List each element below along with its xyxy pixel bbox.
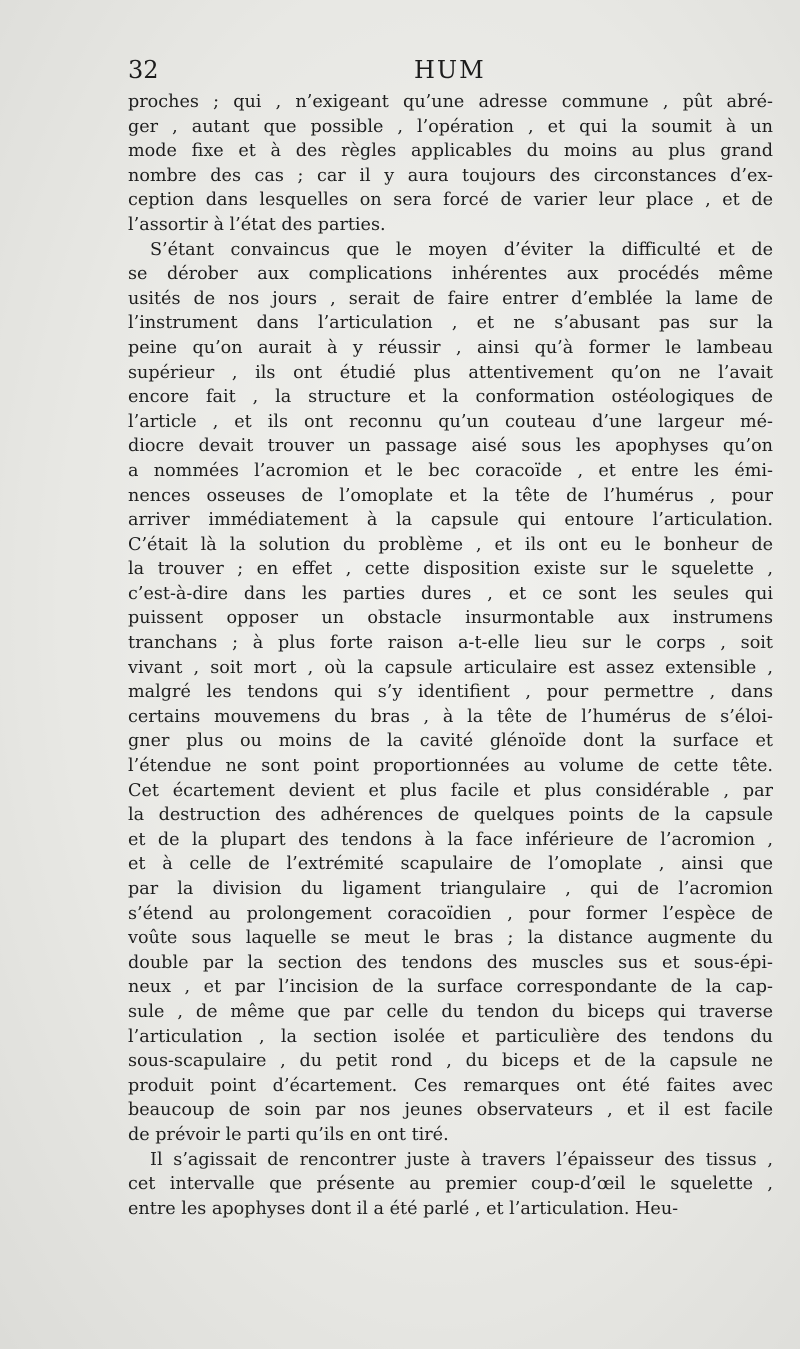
text-line: diocre devait trouver un passage aisé sous les apophyses qu’on — [128, 436, 773, 457]
text-line: de prévoir le parti qu’ils en ont tiré. — [128, 1124, 449, 1145]
text-line: l’étendue ne sont point proportionnées au volume de cette tête. — [128, 756, 773, 777]
text-line: c’est-à-dire dans les parties dures , et ce sont les seules qui — [128, 583, 773, 604]
text-line: l’article , et ils ont reconnu qu’un couteau d’une largeur mé- — [128, 411, 773, 432]
text-line: ception dans lesquelles on sera forcé de varier leur place , et de — [128, 190, 773, 211]
text-line: et à celle de l’extrémité scapulaire de l’omoplate , ainsi que — [128, 854, 773, 875]
text-line: voûte sous laquelle se meut le bras ; la distance augmente du — [128, 928, 773, 949]
text-line: puissent opposer un obstacle insurmontable aux instrumens — [128, 608, 773, 629]
text-line: par la division du ligament triangulaire , qui de l’acromion — [128, 879, 773, 899]
text-line: ger , autant que possible , l’opération , et qui la soumit à un — [128, 116, 773, 137]
text-line: arriver immédiatement à la capsule qui entoure l’articulation. — [128, 510, 773, 531]
text-line: l’assortir à l’état des parties. — [128, 214, 386, 235]
text-line: Il s’agissait de rencontrer juste à travers l’épaisseur des tissus , — [150, 1149, 773, 1170]
text-line: s’étend au prolongement coracoïdien , pour former l’espèce de — [128, 903, 773, 924]
text-line: a nommées l’acromion et le bec coracoïde , et entre les émi- — [128, 460, 773, 481]
text-line: malgré les tendons qui s’y identifient , pour permettre , dans — [128, 682, 773, 703]
text-line: tranchans ; à plus forte raison a-t-elle lieu sur le corps , soit — [128, 633, 773, 654]
paragraph — [128, 90, 773, 238]
text-line: sous-scapulaire , du petit rond , du biceps et de la capsule ne — [128, 1051, 773, 1072]
paragraph — [128, 1148, 773, 1222]
text-line: sule , de même que par celle du tendon du biceps qui traverse — [128, 1001, 773, 1022]
text-line: nombre des cas ; car il y aura toujours des circonstances d’ex- — [128, 165, 773, 186]
text-line: Cet écartement devient et plus facile et plus considérable , par — [128, 780, 773, 801]
text-line: se dérober aux complications inhérentes aux procédés même — [128, 264, 773, 285]
text-line: la trouver ; en effet , cette disposition existe sur le squelette , — [128, 559, 773, 580]
text-line: beaucoup de soin par nos jeunes observateurs , et il est facile — [128, 1100, 773, 1121]
text-line: la destruction des adhérences de quelques points de la capsule — [128, 805, 773, 826]
text-line: et de la plupart des tendons à la face inférieure de l’acromion , — [128, 829, 773, 850]
page-header — [128, 54, 768, 88]
text-line: double par la section des tendons des muscles sus et sous-épi- — [128, 952, 773, 973]
text-line: certains mouvemens du bras , à la tête de l’humérus de s’éloi- — [128, 706, 773, 727]
text-line: mode fixe et à des règles applicables du moins au plus grand — [128, 141, 773, 162]
text-line: proches ; qui , n’exigeant qu’une adresse commune , pût abré- — [128, 92, 773, 112]
text-line: entre les apophyses dont il a été parlé , et l’articulation. Heu- — [128, 1198, 679, 1219]
text-line: encore fait , la structure et la conformation ostéologiques de — [128, 387, 773, 408]
text-line: supérieur , ils ont étudié plus attentivement qu’on ne l’avait — [128, 362, 773, 383]
text-line: produit point d’écartement. Ces remarques ont été faites avec — [128, 1075, 773, 1096]
paragraph — [128, 238, 773, 1148]
text-line: usités de nos jours , serait de faire entrer d’emblée la lame de — [128, 288, 773, 309]
text-line: C’était là la solution du problème , et ils ont eu le bonheur de — [128, 534, 773, 555]
text-line: cet intervalle que présente au premier coup-d’œil le squelette , — [128, 1174, 773, 1195]
text-line: peine qu’on aurait à y réussir , ainsi qu’à former le lambeau — [128, 337, 773, 358]
text-line: S’étant convaincus que le moyen d’éviter la difficulté et de — [150, 239, 773, 260]
body-text — [128, 90, 773, 1221]
text-line: neux , et par l’incision de la surface correspondante de la cap- — [128, 977, 773, 998]
text-line: l’articulation , la section isolée et particulière des tendons du — [128, 1026, 773, 1047]
page-number: 32 — [128, 56, 159, 84]
text-line: vivant , soit mort , où la capsule articulaire est assez extensible , — [128, 657, 773, 678]
text-line: l’instrument dans l’articulation , et ne s’abusant pas sur la — [128, 313, 773, 334]
text-line: nences osseuses de l’omoplate et la tête de l’humérus , pour — [128, 485, 773, 506]
running-head: HUM — [414, 56, 486, 84]
text-line: gner plus ou moins de la cavité glénoïde dont la surface et — [128, 731, 773, 752]
